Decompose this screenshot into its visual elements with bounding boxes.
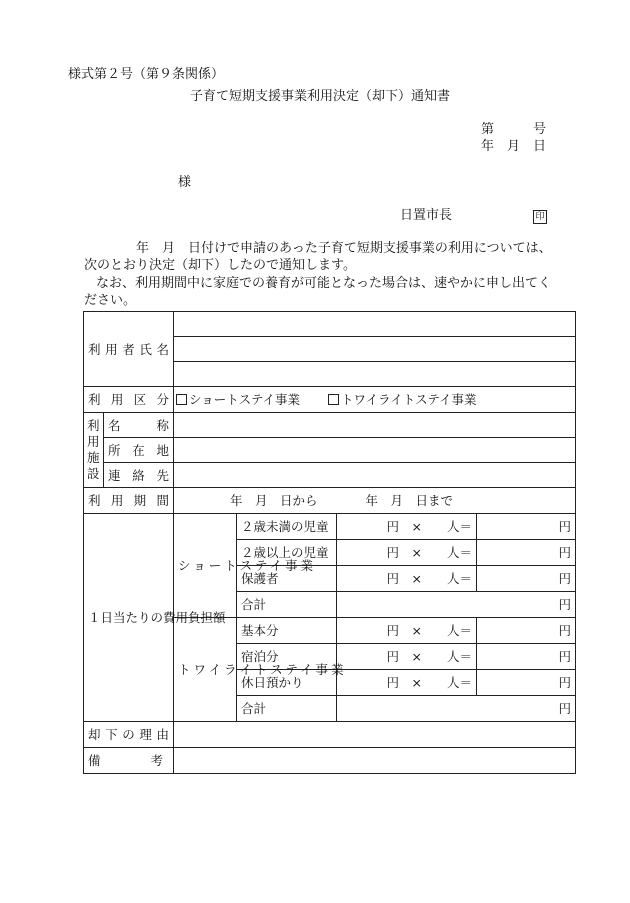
short-stay-option-label: ショートステイ事業: [189, 392, 301, 407]
fac-name-label-cell: [104, 413, 174, 438]
child-under2-calc[interactable]: 円 × 人＝: [337, 514, 477, 540]
body-line-2: 次のとおり決定（却下）したので通知します。: [84, 258, 356, 273]
basic-total[interactable]: 円: [477, 618, 576, 644]
category-label-cell: [84, 387, 174, 413]
reason-label-cell: [84, 722, 174, 748]
short-stay-group-label: ショートステイ事業: [178, 558, 317, 573]
period-label: 利用期間: [88, 493, 170, 508]
guardian-total[interactable]: 円: [477, 566, 576, 592]
body-line-1: 年 月 日付けで申請のあった子育て短期支援事業の利用については、: [136, 241, 552, 256]
guardian-calc[interactable]: 円 × 人＝: [337, 566, 477, 592]
child-over2-label: ２歳以上の児童: [237, 540, 337, 566]
issuer-name: 日置市長: [400, 208, 453, 223]
fac-contact-label: 連絡先: [108, 467, 170, 483]
remarks-field[interactable]: [174, 748, 576, 774]
twilight-option-label: トワイライトステイ事業: [341, 392, 477, 407]
fac-address-label-cell: [104, 438, 174, 463]
holiday-total[interactable]: 円: [477, 670, 576, 696]
child-over2-total[interactable]: 円: [477, 540, 576, 566]
holiday-calc[interactable]: 円 × 人＝: [337, 670, 477, 696]
short-stay-total-value[interactable]: 円: [337, 592, 576, 618]
period-from: 年 月 日から: [230, 493, 318, 508]
fac-address-label: 所在地: [108, 442, 170, 458]
period-to: 年 月 日まで: [365, 493, 454, 508]
period-label-cell: [84, 488, 174, 514]
overnight-label: 宿泊分: [237, 644, 337, 670]
user-name-label: 利用者氏名: [88, 341, 170, 357]
seal-box: 印: [533, 210, 547, 224]
basic-calc[interactable]: 円 × 人＝: [337, 618, 477, 644]
daily-cost-label-cell: [84, 514, 226, 722]
guardian-label: 保護者: [237, 566, 337, 592]
body-line-4: ださい。: [84, 293, 137, 308]
twilight-total-label: 合計: [237, 696, 337, 722]
seal-mark: [533, 208, 547, 224]
user-name-field-3[interactable]: [174, 362, 576, 387]
child-under2-total[interactable]: 円: [477, 514, 576, 540]
fac-address-field[interactable]: [174, 438, 576, 463]
facility-label-cell: [84, 413, 104, 488]
decision-form-table: [83, 311, 576, 774]
remarks-label: 備 考: [88, 753, 164, 768]
remarks-label-cell: [84, 748, 174, 774]
addressee-honorific: 様: [178, 175, 192, 190]
fac-name-label: 名称: [108, 417, 170, 433]
short-stay-total-label: 合計: [237, 592, 337, 618]
user-name-field-2[interactable]: [174, 337, 576, 362]
twilight-group-label: トワイライトステイ事業: [178, 662, 347, 677]
user-name-label-cell: [84, 312, 174, 387]
twilight-checkbox[interactable]: [328, 394, 339, 405]
body-line-3: なお、利用期間中に家庭での養育が可能となった場合は、速やかに申し出てく: [96, 276, 552, 291]
holiday-label: 休日預かり: [237, 670, 337, 696]
document-number: 第 号: [481, 122, 547, 137]
fac-name-field[interactable]: [174, 413, 576, 438]
period-field[interactable]: [174, 488, 576, 514]
reason-label: 却下の理由: [88, 727, 170, 742]
overnight-calc[interactable]: 円 × 人＝: [337, 644, 477, 670]
document-title: 子育て短期支援事業利用決定（却下）通知書: [190, 89, 451, 104]
child-under2-label: ２歳未満の児童: [237, 514, 337, 540]
basic-label: 基本分: [237, 618, 337, 644]
fac-contact-label-cell: [104, 463, 174, 488]
form-number: 様式第２号（第９条関係）: [68, 67, 225, 82]
child-over2-calc[interactable]: 円 × 人＝: [337, 540, 477, 566]
user-name-field-1[interactable]: [174, 312, 576, 337]
reason-field[interactable]: [174, 722, 576, 748]
fac-contact-field[interactable]: [174, 463, 576, 488]
daily-cost-label: １日当たりの費用負担額: [88, 610, 226, 625]
overnight-total[interactable]: 円: [477, 644, 576, 670]
document-date: 年 月 日: [481, 139, 547, 154]
short-stay-checkbox[interactable]: [176, 394, 187, 405]
category-label: 利用区分: [88, 392, 170, 407]
twilight-total-value[interactable]: 円: [337, 696, 576, 722]
facility-label: 利用施設: [87, 418, 100, 481]
category-options: [174, 387, 576, 413]
